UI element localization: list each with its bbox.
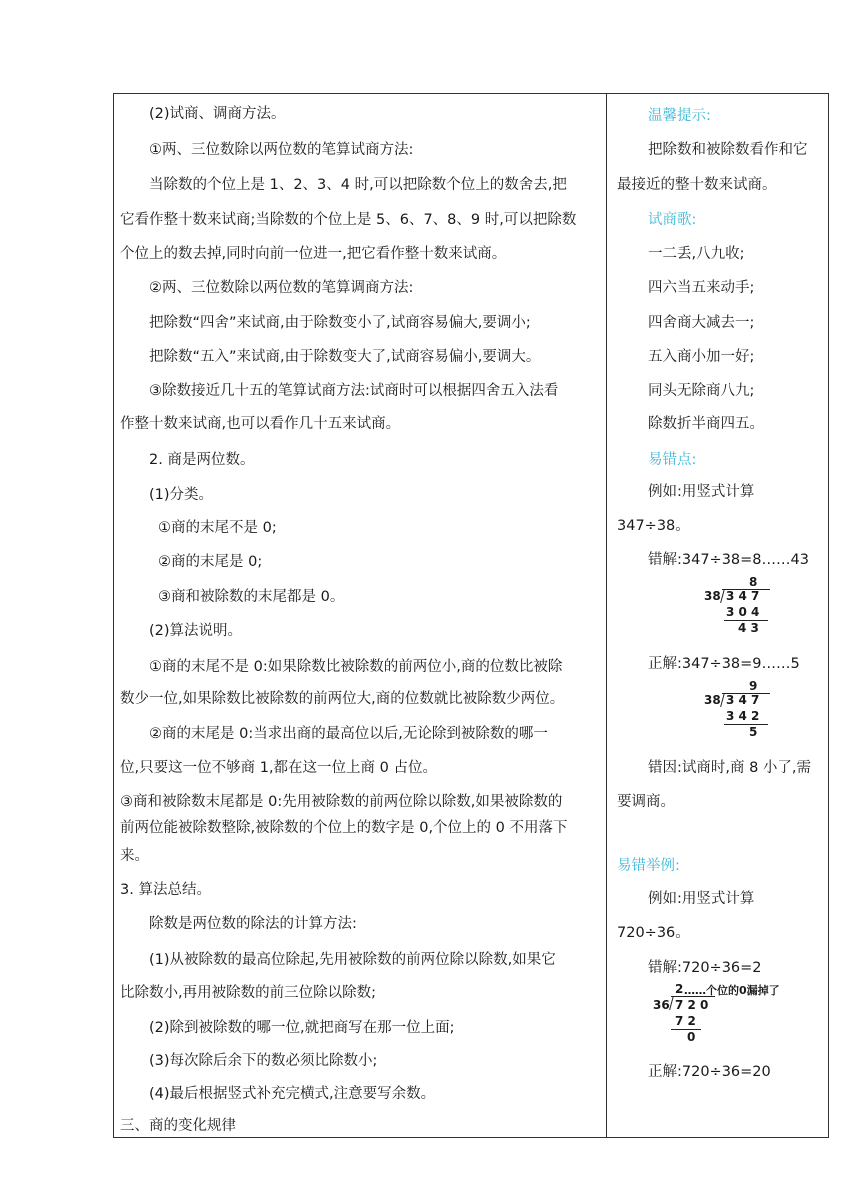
text-line: 它看作整十数来试商;当除数的个位上是 5、6、7、8、9 时,可以把除数: [120, 212, 577, 228]
text-line: 除数是两位数的除法的计算方法:: [149, 916, 357, 932]
text-line: (3)每次除后余下的数必须比除数小;: [149, 1053, 378, 1069]
error-heading: 易错点:: [648, 452, 697, 468]
text-line: (2)除到被除数的哪一位,就把商写在那一位上面;: [149, 1020, 455, 1036]
error-reason: 要调商。: [617, 794, 675, 810]
tip-heading: 温馨提示:: [648, 108, 711, 124]
long-division-correct: [704, 679, 774, 741]
correct-solution: 正解:720÷36=20: [648, 1064, 771, 1080]
divisor: 38: [704, 693, 721, 707]
dividend: 3 4 7: [726, 589, 760, 603]
song-line: 四舍商大减去一;: [648, 315, 755, 331]
error-note: ……个位的0漏掉了: [684, 984, 780, 997]
text-line: (2)试商、调商方法。: [149, 106, 286, 122]
text-line: 作整十数来试商,也可以看作几十五来试商。: [120, 416, 401, 432]
example2-heading: 易错举例:: [617, 858, 680, 874]
error-reason: 错因:试商时,商 8 小了,需: [648, 760, 812, 776]
example-intro: 例如:用竖式计算: [648, 891, 755, 907]
subtraction-line: [724, 724, 768, 725]
wrong-solution: 错解:347÷38=8……43: [648, 552, 809, 568]
quotient: 2: [675, 982, 684, 996]
text-line: (4)最后根据竖式补充完横式,注意要写余数。: [149, 1086, 436, 1102]
song-line: 四六当五来动手;: [648, 280, 755, 296]
text-line: ③商和被除数的末尾都是 0。: [158, 589, 345, 605]
product: 3 4 2: [726, 709, 760, 723]
text-line: ①两、三位数除以两位数的笔算试商方法:: [149, 142, 414, 158]
divisor: 36: [653, 998, 670, 1012]
long-division-wrong-2: [653, 982, 813, 1044]
text-line: ②两、三位数除以两位数的笔算调商方法:: [149, 280, 414, 296]
text-line: ③除数接近几十五的笔算试商方法:试商时可以根据四舍五入法看: [149, 383, 559, 399]
text-line: 比除数小,再用被除数的前三位除以除数;: [120, 985, 376, 1001]
correct-solution: 正解:347÷38=9……5: [648, 656, 800, 672]
example-expression: 347÷38。: [617, 518, 690, 534]
product: 7 2: [675, 1014, 696, 1028]
text-line: 位,只要这一位不够商 1,都在这一位上商 0 占位。: [120, 760, 437, 776]
song-heading: 试商歌:: [648, 212, 697, 228]
song-line: 同头无除商八九;: [648, 383, 755, 399]
text-line: 数少一位,如果除数比被除数的前两位大,商的位数就比被除数少两位。: [120, 691, 565, 707]
text-line: 2. 商是两位数。: [149, 452, 255, 468]
text-line: 个位上的数去掉,同时向前一位进一,把它看作整十数来试商。: [120, 246, 507, 262]
song-line: 除数折半商四五。: [648, 416, 764, 432]
text-line: ②商的末尾是 0:当求出商的最高位以后,无论除到被除数的哪一: [149, 726, 548, 742]
quotient: 9: [749, 679, 758, 693]
song-line: 一二丢,八九收;: [648, 246, 745, 262]
division-bar: [671, 996, 715, 997]
tip-text: 最接近的整十数来试商。: [617, 177, 777, 193]
text-line: (1)从被除数的最高位除起,先用被除数的前两位除以除数,如果它: [149, 952, 556, 968]
division-bracket: [669, 996, 674, 1010]
text-line: (2)算法说明。: [149, 623, 243, 639]
dividend: 7 2 0: [675, 998, 709, 1012]
division-bracket: [720, 589, 725, 603]
column-divider: [606, 93, 607, 1138]
subtraction-line: [671, 1029, 701, 1030]
quotient: 8: [749, 575, 758, 589]
product: 3 0 4: [726, 605, 760, 619]
long-division-wrong: [704, 575, 774, 637]
section-heading: 三、商的变化规律: [120, 1118, 236, 1134]
text-line: 前两位能被除数整除,被除数的个位上的数字是 0,个位上的 0 不用落下: [120, 820, 568, 836]
wrong-solution: 错解:720÷36=2: [648, 960, 762, 976]
text-line: ①商的末尾不是 0:如果除数比被除数的前两位小,商的位数比被除: [149, 659, 563, 675]
text-line: 3. 算法总结。: [120, 882, 211, 898]
example-expression: 720÷36。: [617, 925, 690, 941]
text-line: 把除数“五入”来试商,由于除数变大了,试商容易偏小,要调大。: [149, 349, 541, 365]
text-line: ①商的末尾不是 0;: [158, 520, 277, 536]
tip-text: 把除数和被除数看作和它: [648, 142, 808, 158]
remainder: 5: [749, 725, 758, 739]
divisor: 38: [704, 589, 721, 603]
text-line: 把除数“四舍”来试商,由于除数变小了,试商容易偏大,要调小;: [149, 315, 531, 331]
text-line: (1)分类。: [149, 487, 214, 503]
text-line: ③商和被除数末尾都是 0:先用被除数的前两位除以除数,如果被除数的: [120, 794, 563, 810]
text-line: ②商的末尾是 0;: [158, 554, 263, 570]
song-line: 五入商小加一好;: [648, 349, 755, 365]
remainder: 4 3: [738, 621, 759, 635]
division-bracket: [720, 693, 725, 707]
text-line: 来。: [120, 848, 149, 864]
text-line: 当除数的个位上是 1、2、3、4 时,可以把除数个位上的数舍去,把: [149, 177, 567, 193]
remainder: 0: [687, 1030, 696, 1044]
dividend: 3 4 7: [726, 693, 760, 707]
example-intro: 例如:用竖式计算: [648, 484, 755, 500]
